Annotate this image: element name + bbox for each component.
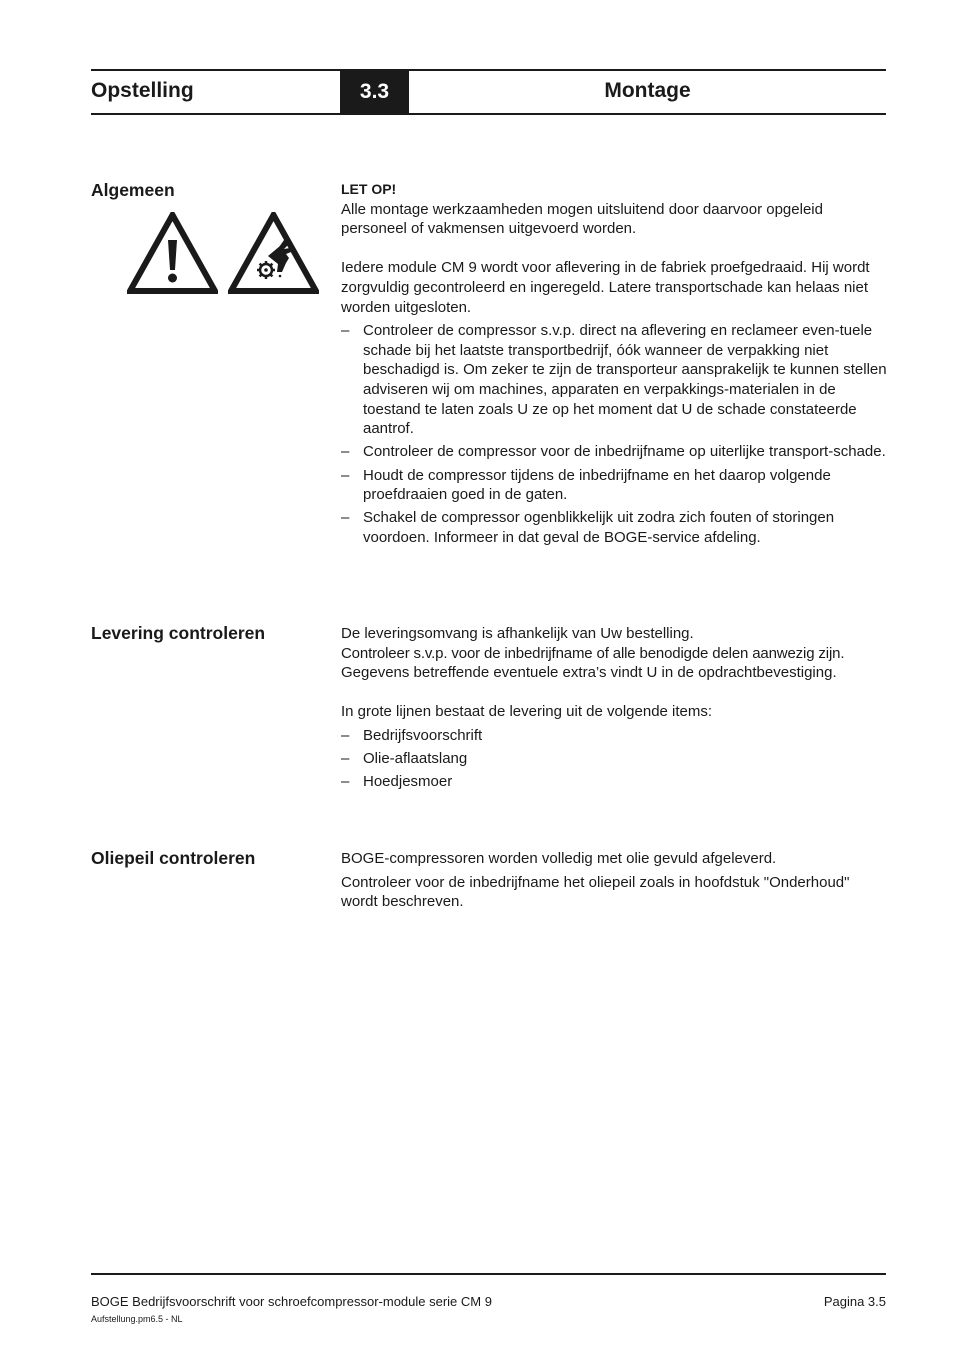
- header-top-rule: [91, 69, 886, 71]
- algemeen-intro: Iedere module CM 9 wordt voor aflevering in de fabriek proefgedraaid. Hij wordt zorgvuldig gecontroleerd en ingeregeld. Latere transportschade kan helaas niet worden uitgesloten.: [341, 259, 870, 316]
- list-item: – Controleer de compressor voor de inbedrijfname op uiterlijke transport-schade.: [341, 442, 889, 462]
- algemeen-body: [341, 180, 889, 551]
- algemeen-list: [341, 321, 889, 547]
- list-item: – Schakel de compressor ogenblikkelijk uit zodra zich fouten of storingen voordoen. Informeer in dat geval de BOGE-service afdeling.: [341, 508, 889, 547]
- levering-body: [341, 624, 889, 796]
- section-title: Montage: [604, 79, 691, 102]
- notice-label: LET OP!: [341, 181, 397, 197]
- footer-document-title: BOGE Bedrijfsvoorschrift voor schroefcompressor-module serie CM 9: [91, 1294, 492, 1309]
- footer-file-name: Aufstellung.pm6.5 - NL: [91, 1314, 183, 1324]
- warning-exclamation-icon: [127, 212, 218, 294]
- chapter-title: Opstelling: [91, 79, 194, 102]
- levering-p3: Gegevens betreffende eventuele extra’s vindt U in de opdrachtbevestiging.: [341, 664, 837, 682]
- list-item: – Olie-aflaatslang: [341, 749, 889, 769]
- list-item: – Houdt de compressor tijdens de inbedrijfname en het daarop volgende proefdraaien goed in de gaten.: [341, 466, 889, 505]
- algemeen-heading: Algemeen: [91, 180, 175, 200]
- oliepeil-p1: BOGE-compressoren worden volledig met olie gevuld afgeleverd.: [341, 850, 777, 867]
- list-item: – Hoedjesmoer: [341, 772, 889, 792]
- notice-text: Alle montage werkzaamheden mogen uitsluitend door daarvoor opgeleid personeel of vakmensen uitgevoerd worden.: [341, 200, 823, 238]
- levering-heading: Levering controleren: [91, 623, 266, 643]
- footer-page-number: Pagina 3.5: [823, 1294, 886, 1309]
- list-item: – Controleer de compressor s.v.p. direct na aflevering en reclameer even-tuele schade bij het laatste transportbedrijf, óók wanneer de verpakking niet beschadigd is. Om zeker te zijn de transporteur aansprakelijk te kunnen stellen adviseren wij om machines, apparaten en verpakkings-materialen in de toestand te laten zoals U ze op het moment dat U de schade constateerde aantrof.: [341, 321, 889, 439]
- levering-p2: Controleer s.v.p. voor de inbedrijfname of alle benodigde delen aanwezig zijn.: [341, 644, 845, 662]
- levering-list: [341, 726, 889, 792]
- oliepeil-heading: Oliepeil controleren: [91, 848, 256, 868]
- oliepeil-p2: Controleer voor de inbedrijfname het oliepeil zoals in hoofdstuk "Onderhoud" wordt beschreven.: [341, 873, 850, 911]
- oliepeil-body: [341, 849, 889, 912]
- warning-hand-gear-icon: [228, 212, 319, 294]
- levering-p4: In grote lijnen bestaat de levering uit de volgende items:: [341, 703, 713, 721]
- footer-rule: [91, 1273, 886, 1275]
- section-number: 3.3: [340, 71, 409, 113]
- list-item: – Bedrijfsvoorschrift: [341, 726, 889, 746]
- header-bottom-rule: [91, 113, 886, 115]
- levering-p1: De leveringsomvang is afhankelijk van Uw bestelling.: [341, 625, 694, 642]
